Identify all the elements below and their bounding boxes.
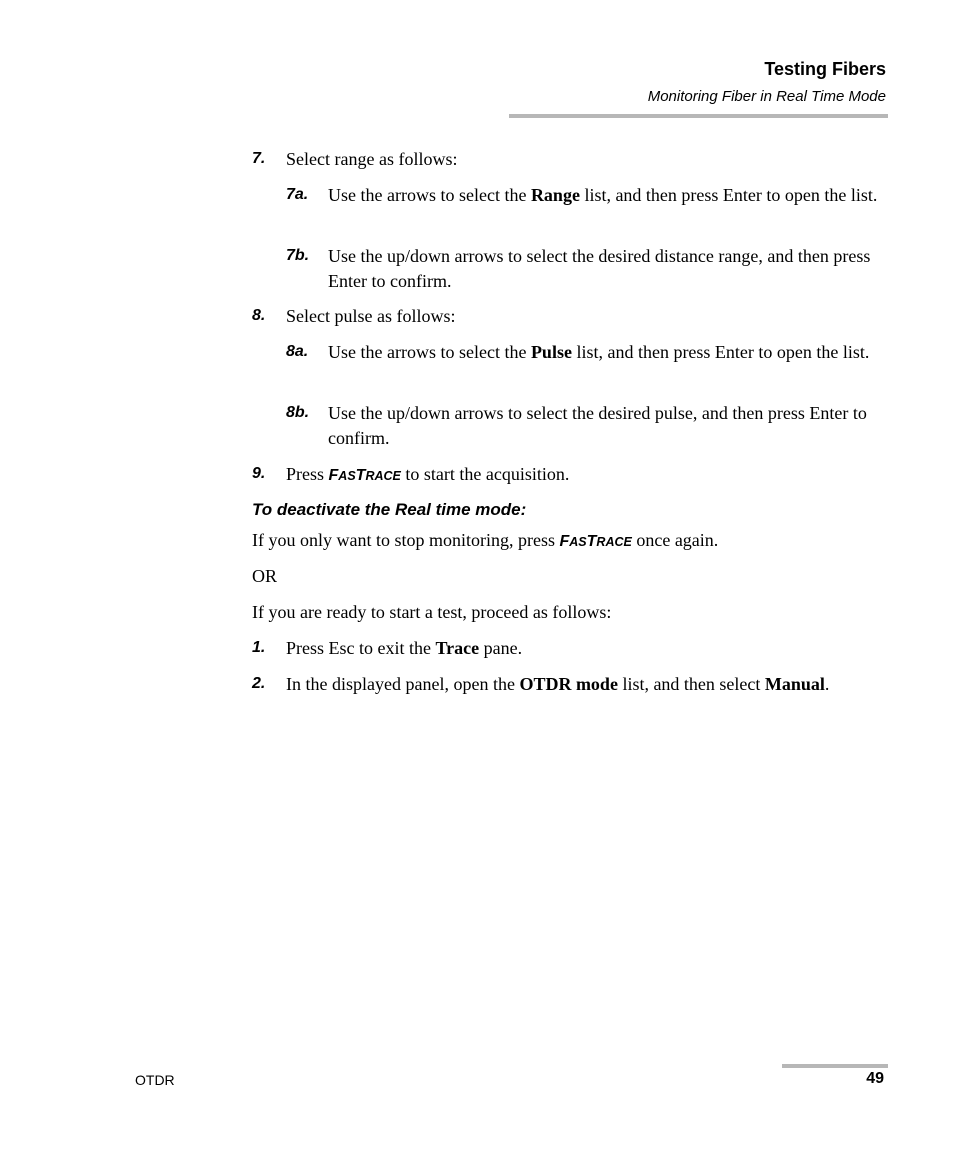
- step-text: In the displayed panel, open the OTDR mode list, and then select Manual.: [286, 674, 830, 694]
- step-text: Select range as follows:: [286, 149, 458, 169]
- substep-text: Use the up/down arrows to select the desired distance range, and then press Enter to confirm.: [328, 246, 871, 291]
- step-number: 7.: [252, 150, 266, 167]
- fastrace-key-name: FASTRACE: [328, 467, 401, 484]
- running-header-title: Testing Fibers: [764, 59, 886, 79]
- substep-text: Use the arrows to select the Pulse list, and then press Enter to open the list.: [328, 342, 870, 362]
- step-number: 8.: [252, 307, 266, 324]
- ui-term: Range: [530, 185, 580, 205]
- footer-product-name: OTDR: [135, 1072, 175, 1088]
- step-text: Press Esc to exit the Trace pane.: [286, 638, 523, 658]
- step-text: Press FASTRACE to start the acquisition.: [286, 464, 570, 484]
- page-number: 49: [866, 1070, 884, 1087]
- fastrace-key-name: FASTRACE: [559, 533, 632, 550]
- step-number: 9.: [252, 465, 266, 482]
- paragraph: If you are ready to start a test, proceed as follows:: [252, 602, 612, 622]
- header-rule: [509, 114, 888, 118]
- substep-text: Use the arrows to select the Range list, and then press Enter to open the list.: [328, 185, 878, 205]
- step-text: Select pulse as follows:: [286, 306, 456, 326]
- substep-text: Use the up/down arrows to select the desired pulse, and then press Enter to confirm.: [328, 403, 867, 448]
- step-number: 1.: [252, 639, 266, 656]
- paragraph: If you only want to stop monitoring, press FASTRACE once again.: [252, 530, 719, 550]
- substep-number: 8a.: [286, 343, 309, 360]
- paragraph-or: OR: [252, 566, 278, 586]
- ui-term: OTDR mode: [519, 674, 618, 694]
- substep-number: 8b.: [286, 404, 310, 421]
- procedure-heading: To deactivate the Real time mode:: [252, 500, 527, 519]
- ui-term: Pulse: [530, 342, 572, 362]
- ui-term: Trace: [435, 638, 480, 658]
- substep-number: 7a.: [286, 186, 309, 203]
- footer-rule: [782, 1064, 888, 1068]
- substep-number: 7b.: [286, 247, 310, 264]
- running-header-subtitle: Monitoring Fiber in Real Time Mode: [647, 88, 886, 105]
- step-number: 2.: [252, 675, 266, 692]
- ui-term: Manual: [764, 674, 825, 694]
